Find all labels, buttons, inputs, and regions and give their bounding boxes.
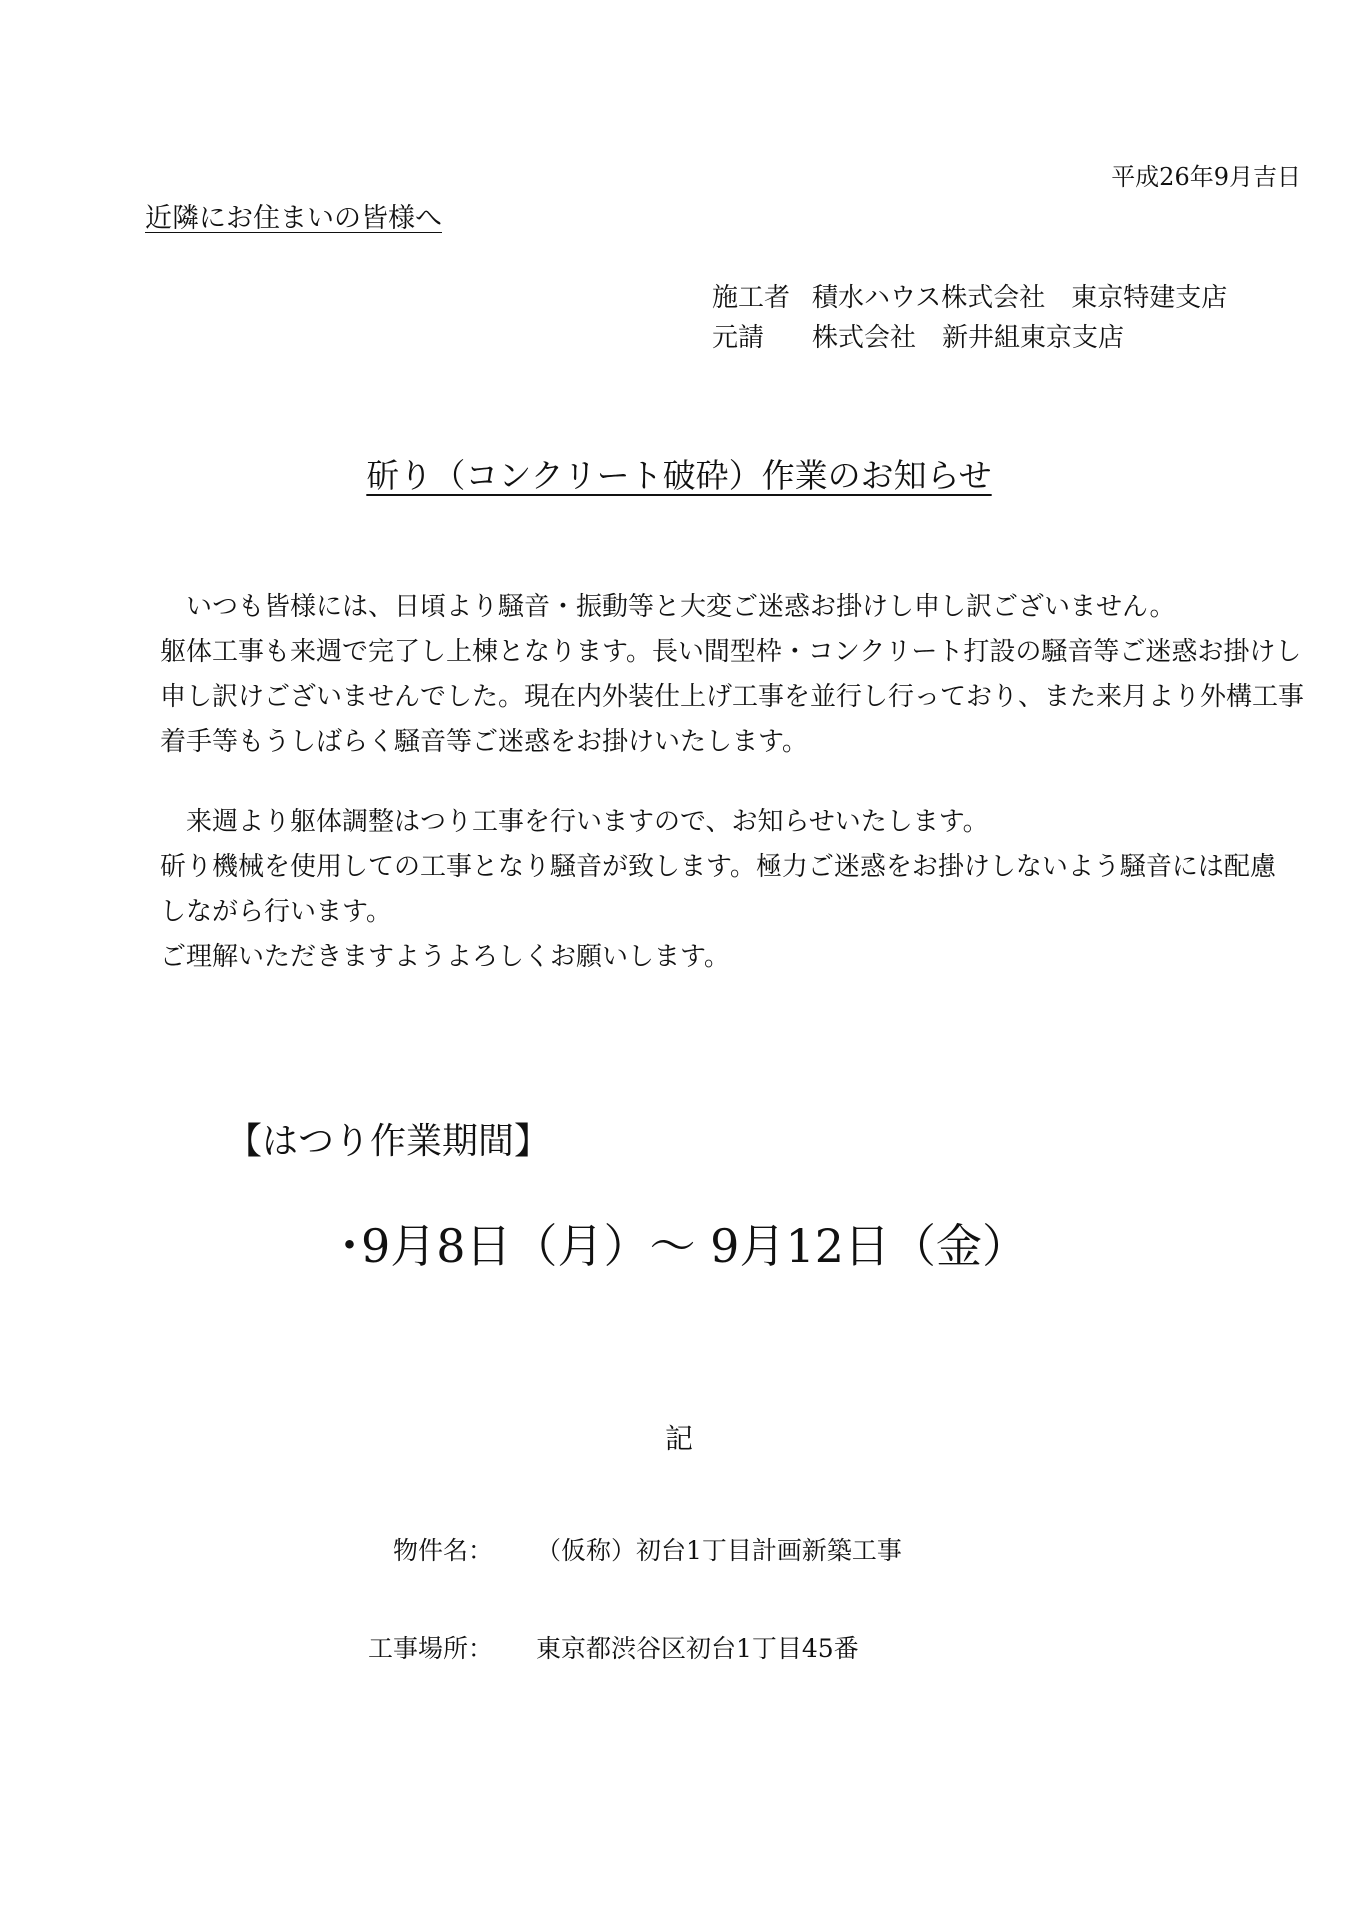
issuer-role: 元請 [712, 323, 765, 353]
property-name-value: （仮称）初台1丁目計画新築工事 [536, 1536, 902, 1565]
issue-date: 平成26年9月吉日 [1111, 163, 1301, 191]
issuer-name: 株式会社 新井組東京支店 [812, 323, 1125, 353]
issuer-name: 積水ハウス株式会社 東京特建支店 [812, 283, 1228, 313]
issuer-role: 施工者 [712, 283, 791, 313]
paragraph-line: 斫り機械を使用しての工事となり騒音が致します。極力ご迷惑をお掛けしないよう騒音には配慮 [160, 852, 1276, 882]
paragraph-line: 着手等もうしばらく騒音等ご迷惑をお掛けいたします。 [160, 727, 808, 757]
issuer-contractor [712, 277, 1227, 314]
construction-site-value: 東京都渋谷区初台1丁目45番 [536, 1634, 859, 1663]
work-period-range: ･9月8日（月）～ 9月12日（金） [338, 1219, 1028, 1273]
body-paragraph-1 [160, 585, 1305, 765]
paragraph-line: 躯体工事も来週で完了し上棟となります。長い間型枠・コンクリート打設の騒音等ご迷惑お掛けし [160, 637, 1302, 667]
recipient-line: 近隣にお住まいの皆様へ [145, 203, 442, 234]
paragraph-line: 申し訳けございませんでした。現在内外装仕上げ工事を並行し行っており、また来月より外構工事 [160, 682, 1305, 712]
paragraph-line: 来週より躯体調整はつり工事を行いますので、お知らせいたします。 [160, 807, 989, 837]
paragraph-line: いつも皆様には、日頃より騒音・振動等と大変ご迷惑お掛けし申し訳ございません。 [160, 592, 1176, 622]
construction-site-label: 工事場所： [367, 1634, 493, 1663]
document-title: 斫り（コンクリート破砕）作業のお知らせ [366, 456, 992, 495]
property-name-label: 物件名： [392, 1536, 493, 1565]
paragraph-line: ご理解いただきますようよろしくお願いします。 [160, 942, 730, 972]
issuer-prime-contractor [712, 317, 1124, 354]
ki-notation: 記 [664, 1422, 693, 1455]
body-paragraph-2 [160, 800, 1280, 980]
paragraph-line: しながら行います。 [160, 897, 392, 927]
work-period-heading: 【はつり作業期間】 [226, 1121, 551, 1162]
